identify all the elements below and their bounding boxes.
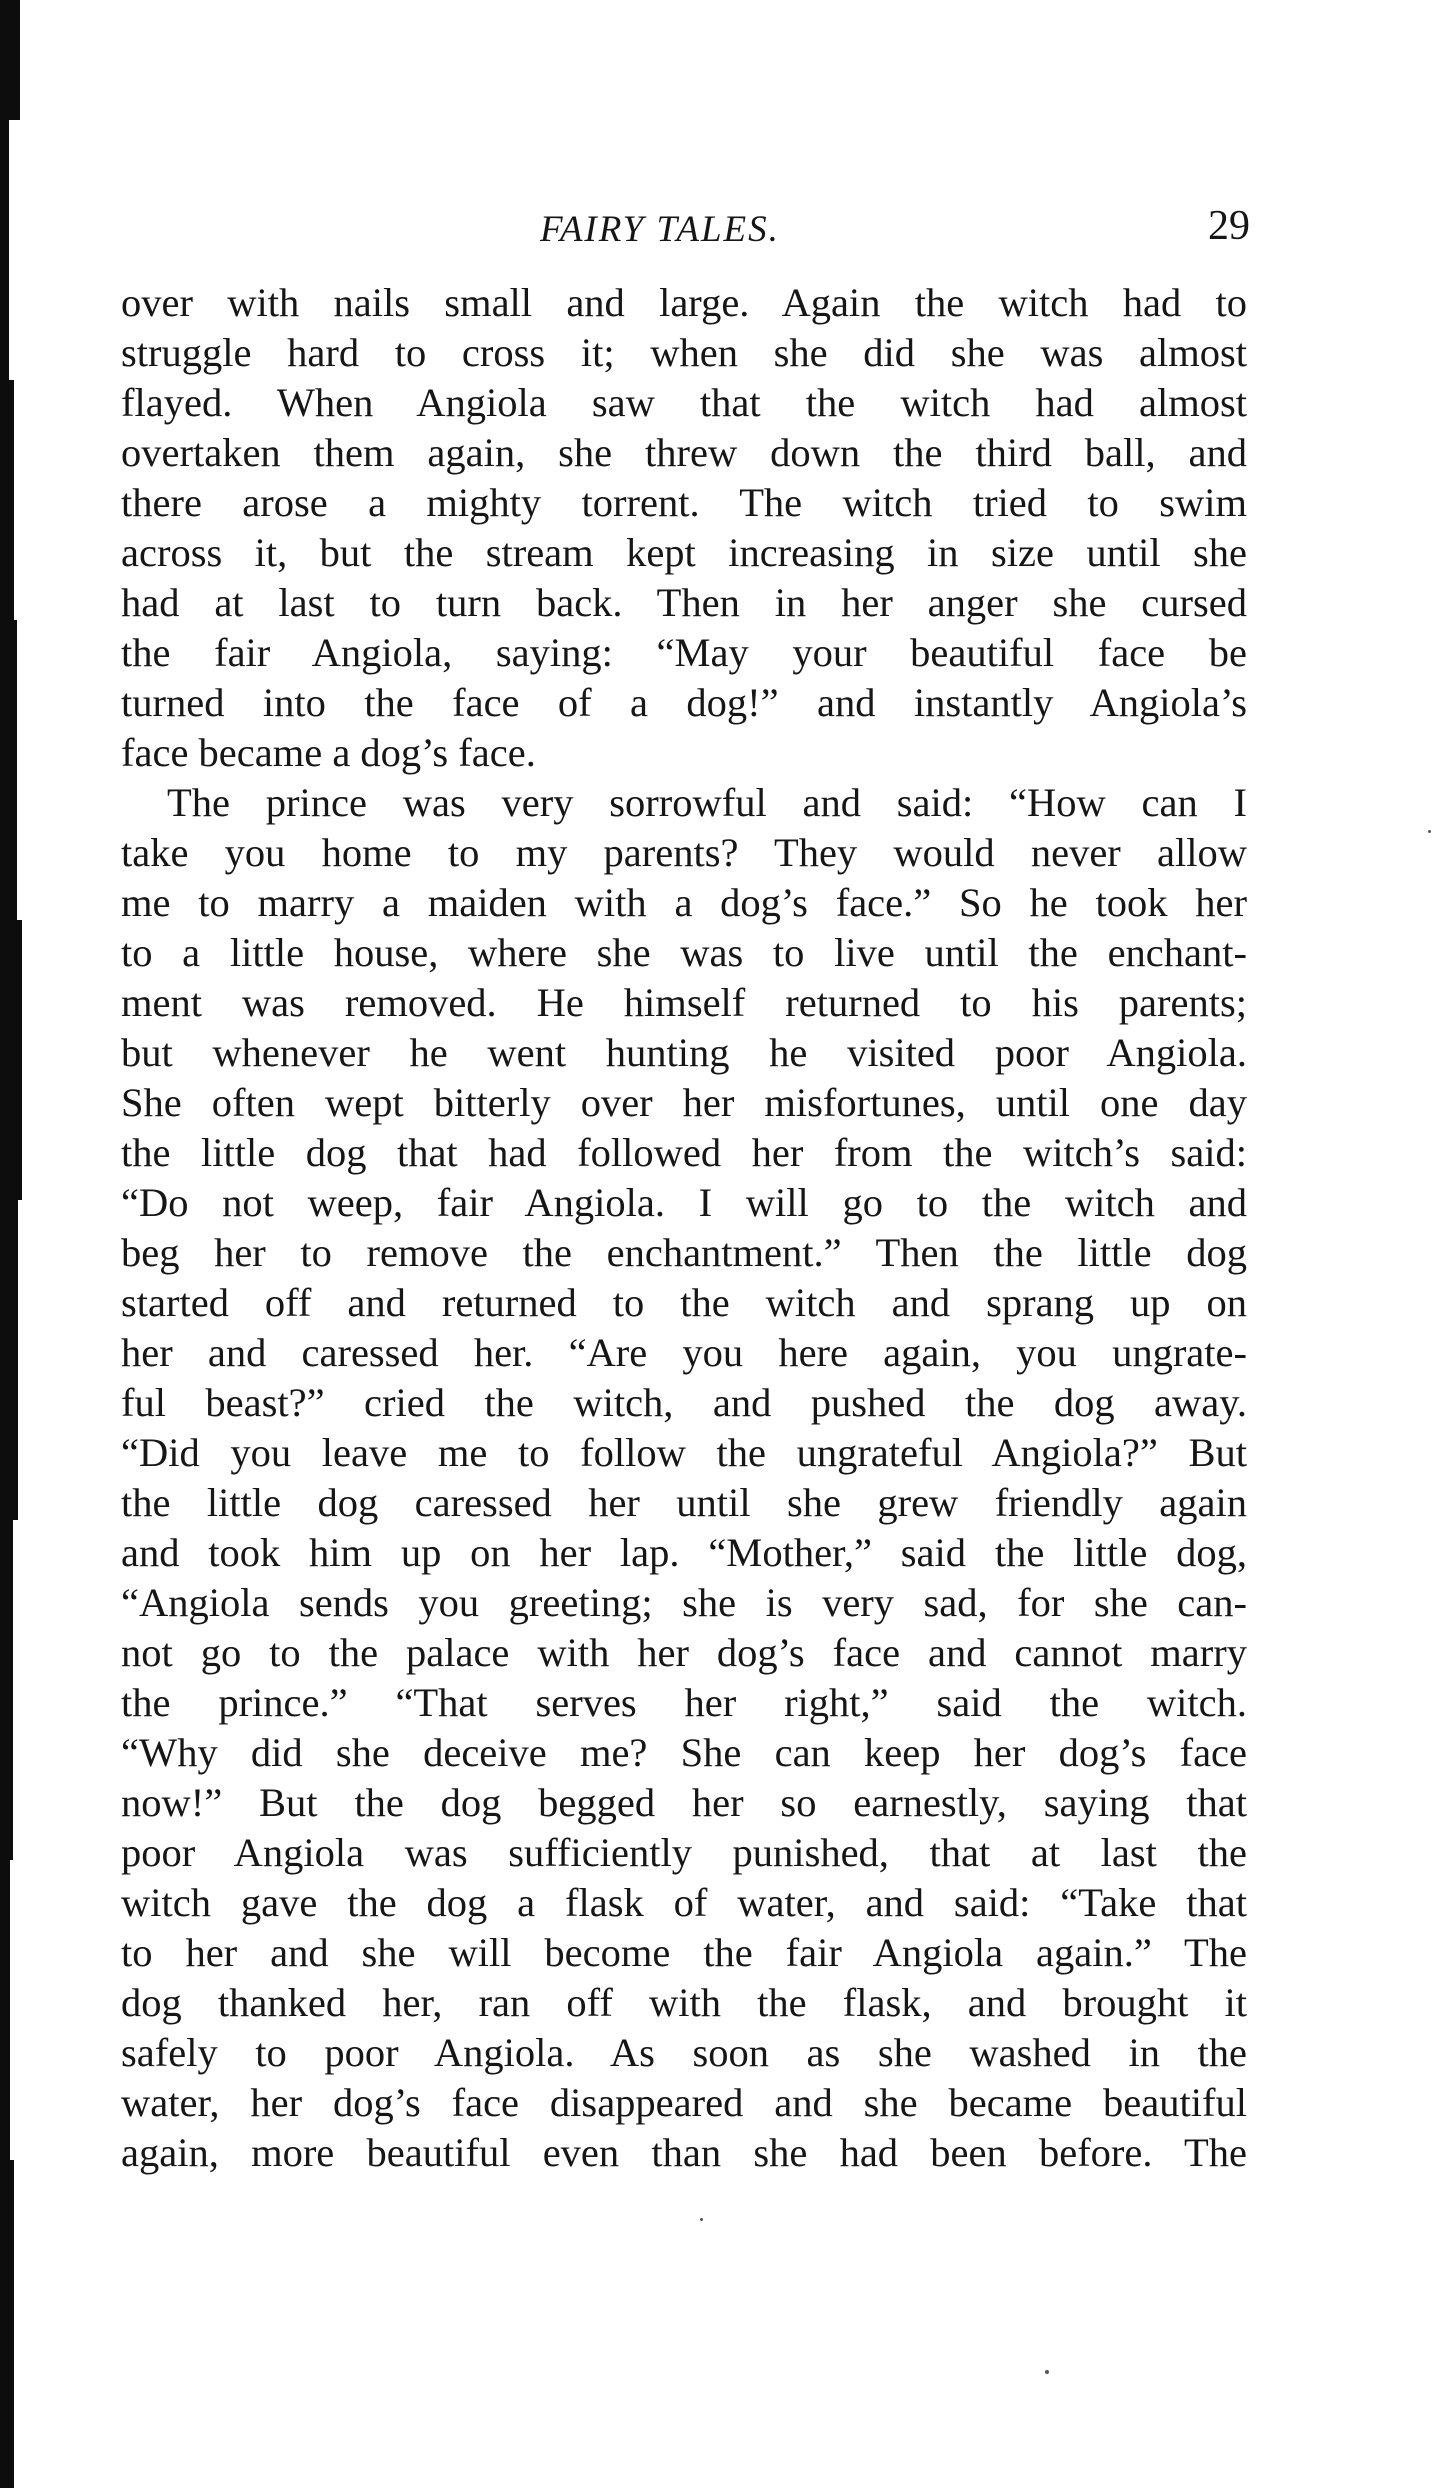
binding-edge <box>0 0 26 2488</box>
text-line: take you home to my parents? They would never allow <box>121 830 1247 875</box>
text-line: the little dog that had followed her from the witch’s said: <box>121 1130 1247 1175</box>
text-line: her and caressed her. “Are you here again, you ungrate- <box>121 1330 1247 1375</box>
text-line: face became a dog’s face. <box>121 730 536 775</box>
text-line: to a little house, where she was to live until the enchant- <box>121 930 1247 975</box>
text-line: witch gave the dog a flask of water, and said: “Take that <box>121 1880 1247 1925</box>
text-line: to her and she will become the fair Angiola again.” The <box>121 1930 1247 1975</box>
text-line: flayed. When Angiola saw that the witch had almost <box>121 380 1247 425</box>
text-line: “Why did she deceive me? She can keep her dog’s face <box>121 1730 1247 1775</box>
text-line: the prince.” “That serves her right,” said the witch. <box>121 1680 1247 1725</box>
print-speck <box>700 2218 703 2221</box>
text-line: “Do not weep, fair Angiola. I will go to the witch and <box>121 1180 1247 1225</box>
text-line: The prince was very sorrowful and said: “How can I <box>167 780 1247 825</box>
text-line: had at last to turn back. Then in her anger she cursed <box>121 580 1247 625</box>
text-line: over with nails small and large. Again the witch had to <box>121 280 1247 325</box>
text-line: overtaken them again, she threw down the third ball, and <box>121 430 1247 475</box>
text-line: now!” But the dog begged her so earnestly, saying that <box>121 1780 1247 1825</box>
text-line: water, her dog’s face disappeared and she became beautiful <box>121 2080 1247 2125</box>
text-line: “Did you leave me to follow the ungrateful Angiola?” But <box>121 1430 1247 1475</box>
text-line: struggle hard to cross it; when she did she was almost <box>121 330 1247 375</box>
text-line: poor Angiola was sufficiently punished, that at last the <box>121 1830 1247 1875</box>
text-line: but whenever he went hunting he visited poor Angiola. <box>121 1030 1247 1075</box>
text-line: and took him up on her lap. “Mother,” said the little dog, <box>121 1530 1247 1575</box>
text-line: across it, but the stream kept increasing in size until she <box>121 530 1247 575</box>
text-line: safely to poor Angiola. As soon as she washed in the <box>121 2030 1247 2075</box>
print-speck <box>1428 830 1431 833</box>
text-line: not go to the palace with her dog’s face and cannot marry <box>121 1630 1247 1675</box>
text-line: the little dog caressed her until she grew friendly again <box>121 1480 1247 1525</box>
text-line: started off and returned to the witch and sprang up on <box>121 1280 1247 1325</box>
paragraph-2 <box>121 778 1247 2178</box>
text-line: ful beast?” cried the witch, and pushed the dog away. <box>121 1380 1247 1425</box>
text-line: She often wept bitterly over her misfortunes, until one day <box>121 1080 1247 1125</box>
body-text <box>121 278 1247 2178</box>
text-line: there arose a mighty torrent. The witch tried to swim <box>121 480 1247 525</box>
paragraph-1 <box>121 278 1247 778</box>
text-line: dog thanked her, ran off with the flask, and brought it <box>121 1980 1247 2025</box>
running-head <box>120 200 1260 260</box>
text-line: again, more beautiful even than she had been before. The <box>121 2130 1247 2175</box>
page-number: 29 <box>1208 203 1250 249</box>
text-line: “Angiola sends you greeting; she is very sad, for she can- <box>121 1580 1247 1625</box>
print-speck <box>1045 2370 1049 2374</box>
text-line: turned into the face of a dog!” and instantly Angiola’s <box>121 680 1247 725</box>
header-title: FAIRY TALES. <box>540 209 780 250</box>
text-line: beg her to remove the enchantment.” Then the little dog <box>121 1230 1247 1275</box>
text-line: me to marry a maiden with a dog’s face.” So he took her <box>121 880 1247 925</box>
text-line: the fair Angiola, saying: “May your beautiful face be <box>121 630 1247 675</box>
text-line: ment was removed. He himself returned to his parents; <box>121 980 1247 1025</box>
